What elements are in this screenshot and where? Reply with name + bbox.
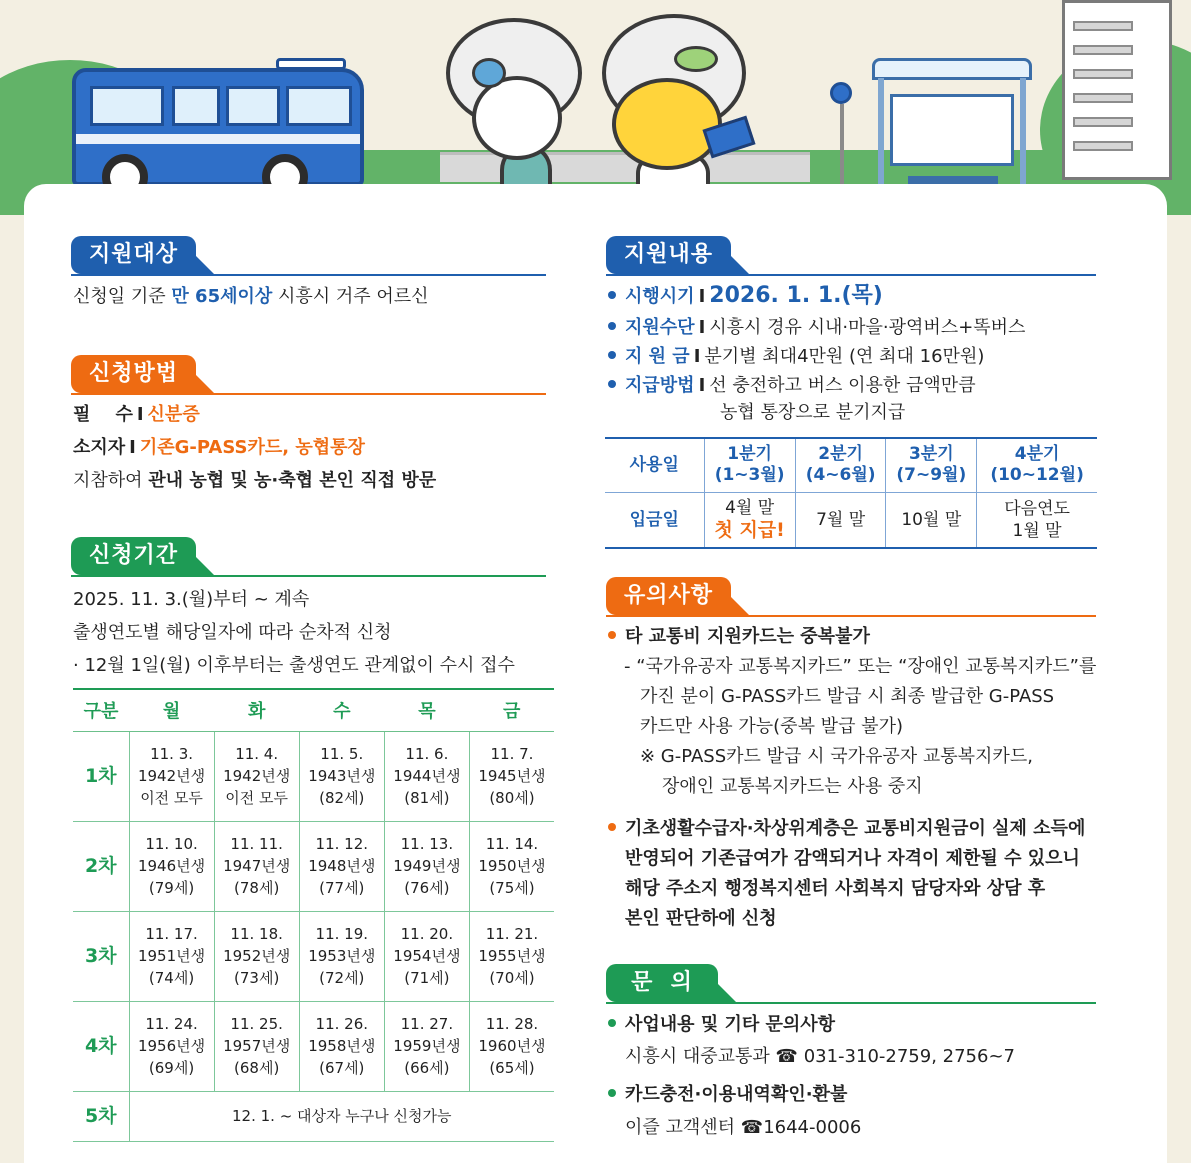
grandmother-character — [600, 12, 770, 212]
schedule-cell-line: 11. 4. — [235, 745, 279, 763]
schedule-cell-line: 11. 28. — [485, 1015, 539, 1033]
schedule-cell-line: 1950년생 — [478, 857, 546, 875]
section-title-method: 신청방법 — [71, 355, 196, 393]
section-title-notes: 유의사항 — [606, 577, 731, 615]
quarter-cell: 다음연도 1월 말 — [977, 492, 1097, 548]
schedule-cell-line: 1954년생 — [393, 947, 461, 965]
schedule-cell-line: 11. 18. — [230, 925, 283, 943]
schedule-cell — [299, 911, 384, 1001]
bus-illustration — [72, 68, 364, 186]
schedule-round-label: 2차 — [73, 821, 129, 911]
schedule-cell-line: 1951년생 — [137, 947, 206, 965]
divider — [71, 575, 546, 577]
schedule-cell-line: 1944년생 — [393, 767, 461, 785]
grandmother-character — [444, 16, 584, 211]
quarter-cell: 7월 말 — [795, 492, 886, 548]
content-item: 지 원 금 I 분기별 최대4만원 (연 최대 16만원) — [608, 345, 984, 369]
note-line: ※ G-PASS카드 발급 시 국가유공자 교통복지카드, — [640, 746, 1033, 767]
schedule-cell-line: 1949년생 — [393, 857, 461, 875]
schedule-cell-line: 11. 6. — [405, 745, 449, 763]
quarter-header: 4분기 (10~12월) — [977, 438, 1097, 492]
section-title-contact: 문 의 — [606, 964, 718, 1002]
schedule-cell-line: (79세) — [148, 879, 195, 897]
schedule-cell-line: 1948년생 — [308, 857, 376, 875]
target-text: 신청일 기준 만 65세이상 시흥시 거주 어르신 — [73, 286, 429, 307]
schedule-table — [73, 688, 554, 1142]
schedule-cell-line: 1958년생 — [308, 1037, 376, 1055]
schedule-cell-line: 1943년생 — [308, 767, 376, 785]
schedule-cell-line: 1960년생 — [478, 1037, 546, 1055]
schedule-cell-line: 11. 10. — [145, 835, 198, 853]
method-visit: 지참하여 관내 농협 및 농·축협 본인 직접 방문 — [73, 470, 437, 491]
schedule-row — [73, 731, 554, 821]
period-order: 출생연도별 해당일자에 따라 순차적 신청 — [73, 622, 392, 643]
building-illustration — [1062, 0, 1172, 180]
bus-sign — [830, 82, 852, 104]
schedule-cell-line: 11. 17. — [145, 925, 198, 943]
content-item: 시행시기 I 2026. 1. 1.(목) — [608, 284, 883, 309]
method-required: 필 수 I 신분증 — [73, 404, 200, 425]
schedule-cell — [214, 1001, 299, 1091]
section-title-content: 지원내용 — [606, 236, 731, 274]
quarter-row-label: 사용일 — [605, 438, 704, 492]
schedule-round-label: 4차 — [73, 1001, 129, 1091]
schedule-cell — [384, 821, 469, 911]
schedule-cell-line: (76세) — [404, 879, 450, 897]
schedule-cell-line: 11. 21. — [485, 925, 539, 943]
schedule-cell — [469, 911, 554, 1001]
schedule-cell-line: (75세) — [489, 879, 535, 897]
schedule-cell — [129, 821, 214, 911]
note-line: 장애인 교통복지카드는 사용 중지 — [662, 776, 923, 797]
schedule-cell-line: 11. 3. — [150, 745, 194, 763]
schedule-cell-line: (74세) — [148, 969, 195, 987]
schedule-row — [73, 1001, 554, 1091]
note-bullet-2: 기초생활수급자·차상위계층은 교통비지원금이 실제 소득에 — [608, 817, 1085, 841]
quarter-header: 1분기 (1~3월) — [704, 438, 795, 492]
schedule-cell-line: (70세) — [489, 969, 535, 987]
note-line: 카드만 사용 가능(중복 발급 불가) — [640, 716, 903, 737]
schedule-cell-line: (71세) — [404, 969, 450, 987]
schedule-cell — [299, 821, 384, 911]
header-illustration — [0, 0, 1191, 215]
schedule-round-label: 5차 — [73, 1091, 129, 1141]
quarter-pay-row — [605, 492, 1097, 548]
contact-phone-1: 시흥시 대중교통과 ☎ 031-310-2759, 2756~7 — [625, 1046, 1015, 1067]
schedule-row — [73, 911, 554, 1001]
schedule-header: 수 — [299, 689, 384, 731]
schedule-cell-line: (69세) — [148, 1059, 195, 1077]
schedule-cell-line: 1942년생 — [223, 767, 291, 785]
schedule-cell — [214, 821, 299, 911]
divider — [71, 274, 546, 276]
divider — [606, 1002, 1096, 1004]
schedule-cell-line: 1955년생 — [478, 947, 546, 965]
schedule-cell-line: 1942년생 — [137, 767, 206, 785]
note-line: - “국가유공자 교통복지카드” 또는 “장애인 교통복지카드”를 — [624, 656, 1097, 677]
schedule-cell-line: (72세) — [319, 969, 365, 987]
divider — [606, 615, 1096, 617]
schedule-header: 구분 — [73, 689, 129, 731]
schedule-cell-line: 11. 12. — [315, 835, 369, 853]
schedule-cell — [214, 911, 299, 1001]
schedule-cell-line: 11. 11. — [230, 835, 283, 853]
schedule-cell-line: 1956년생 — [137, 1037, 206, 1055]
schedule-cell — [469, 731, 554, 821]
schedule-cell-line: (81세) — [404, 789, 450, 807]
content-item: 지급방법 I 선 충전하고 버스 이용한 금액만큼 — [608, 374, 976, 398]
schedule-cell — [129, 911, 214, 1001]
schedule-cell-line: 11. 7. — [490, 745, 534, 763]
schedule-round-label: 3차 — [73, 911, 129, 1001]
schedule-cell-line: (80세) — [489, 789, 535, 807]
schedule-cell-line: 1947년생 — [223, 857, 291, 875]
contact-heading-1: 사업내용 및 기타 문의사항 — [608, 1013, 835, 1037]
schedule-cell-line: 11. 13. — [400, 835, 454, 853]
note-line: 해당 주소지 행정복지센터 사회복지 담당자와 상담 후 — [625, 878, 1046, 899]
schedule-cell-line: 1953년생 — [308, 947, 376, 965]
contact-heading-2: 카드충전·이용내역확인·환불 — [608, 1083, 847, 1107]
schedule-cell-line: (68세) — [234, 1059, 280, 1077]
note-line: 가진 분이 G-PASS카드 발급 시 최종 발급한 G-PASS — [640, 686, 1055, 707]
quarter-cell: 10월 말 — [886, 492, 977, 548]
quarter-row-label: 입금일 — [605, 492, 704, 548]
quarter-header: 2분기 (4~6월) — [795, 438, 886, 492]
schedule-cell-line: (82세) — [319, 789, 365, 807]
content-item: 지원수단 I 시흥시 경유 시내·마을·광역버스+똑버스 — [608, 316, 1025, 340]
method-holder: 소지자 I 기존G-PASS카드, 농협통장 — [73, 437, 365, 458]
quarter-header-row — [605, 438, 1097, 492]
schedule-header: 목 — [384, 689, 469, 731]
schedule-cell-line: (66세) — [404, 1059, 450, 1077]
divider — [606, 274, 1096, 276]
schedule-cell-line: 이전 모두 — [225, 789, 289, 807]
schedule-cell-line: 1946년생 — [137, 857, 206, 875]
schedule-cell-line: (78세) — [234, 879, 280, 897]
content-pay-line2: 농협 통장으로 분기지급 — [720, 402, 906, 423]
period-note: · 12월 1일(월) 이후부터는 출생연도 관계없이 수시 접수 — [73, 655, 515, 676]
schedule-cell-line: (73세) — [234, 969, 280, 987]
schedule-cell — [384, 731, 469, 821]
schedule-cell — [214, 731, 299, 821]
schedule-cell — [469, 821, 554, 911]
note-line: 반영되어 기존급여가 감액되거나 자격이 제한될 수 있으니 — [625, 848, 1080, 869]
schedule-cell — [384, 911, 469, 1001]
schedule-cell-line: 11. 26. — [315, 1015, 369, 1033]
schedule-row — [73, 821, 554, 911]
schedule-cell-line: 11. 5. — [320, 745, 364, 763]
schedule-header: 월 — [129, 689, 214, 731]
schedule-cell — [129, 1001, 214, 1091]
bus-stop-illustration — [872, 58, 1032, 198]
schedule-cell — [384, 1001, 469, 1091]
note-line: 본인 판단하에 신청 — [625, 908, 777, 929]
schedule-cell-line: 1952년생 — [223, 947, 291, 965]
schedule-cell — [299, 731, 384, 821]
schedule-cell-line: 1945년생 — [478, 767, 546, 785]
period-start: 2025. 11. 3.(월)부터 ~ 계속 — [73, 589, 310, 610]
divider — [71, 393, 546, 395]
contact-phone-2: 이즐 고객센터 ☎1644-0006 — [625, 1117, 862, 1138]
schedule-header-row — [73, 689, 554, 731]
schedule-cell-line: (67세) — [319, 1059, 365, 1077]
schedule-cell-line: 11. 27. — [400, 1015, 454, 1033]
schedule-cell: 12. 1. ~ 대상자 누구나 신청가능 — [129, 1091, 554, 1141]
quarter-cell: 4월 말 첫 지급! — [704, 492, 795, 548]
quarter-table — [605, 437, 1097, 549]
schedule-cell-line: 11. 25. — [230, 1015, 283, 1033]
section-title-period: 신청기간 — [71, 537, 196, 575]
schedule-cell — [469, 1001, 554, 1091]
schedule-row — [73, 1091, 554, 1141]
schedule-cell-line: 11. 24. — [145, 1015, 198, 1033]
section-title-target: 지원대상 — [71, 236, 196, 274]
schedule-header: 화 — [214, 689, 299, 731]
schedule-cell-line: 이전 모두 — [140, 789, 203, 807]
schedule-cell — [129, 731, 214, 821]
schedule-cell-line: 11. 14. — [485, 835, 539, 853]
schedule-cell-line: 1957년생 — [223, 1037, 291, 1055]
schedule-header: 금 — [469, 689, 554, 731]
note-bullet-1: 타 교통비 지원카드는 중복불가 — [608, 625, 870, 649]
schedule-cell-line: 11. 20. — [400, 925, 454, 943]
quarter-header: 3분기 (7~9월) — [886, 438, 977, 492]
schedule-cell-line: (77세) — [319, 879, 365, 897]
schedule-cell — [299, 1001, 384, 1091]
schedule-cell-line: 11. 19. — [315, 925, 369, 943]
schedule-round-label: 1차 — [73, 731, 129, 821]
schedule-cell-line: (65세) — [489, 1059, 535, 1077]
schedule-cell-line: 1959년생 — [393, 1037, 461, 1055]
